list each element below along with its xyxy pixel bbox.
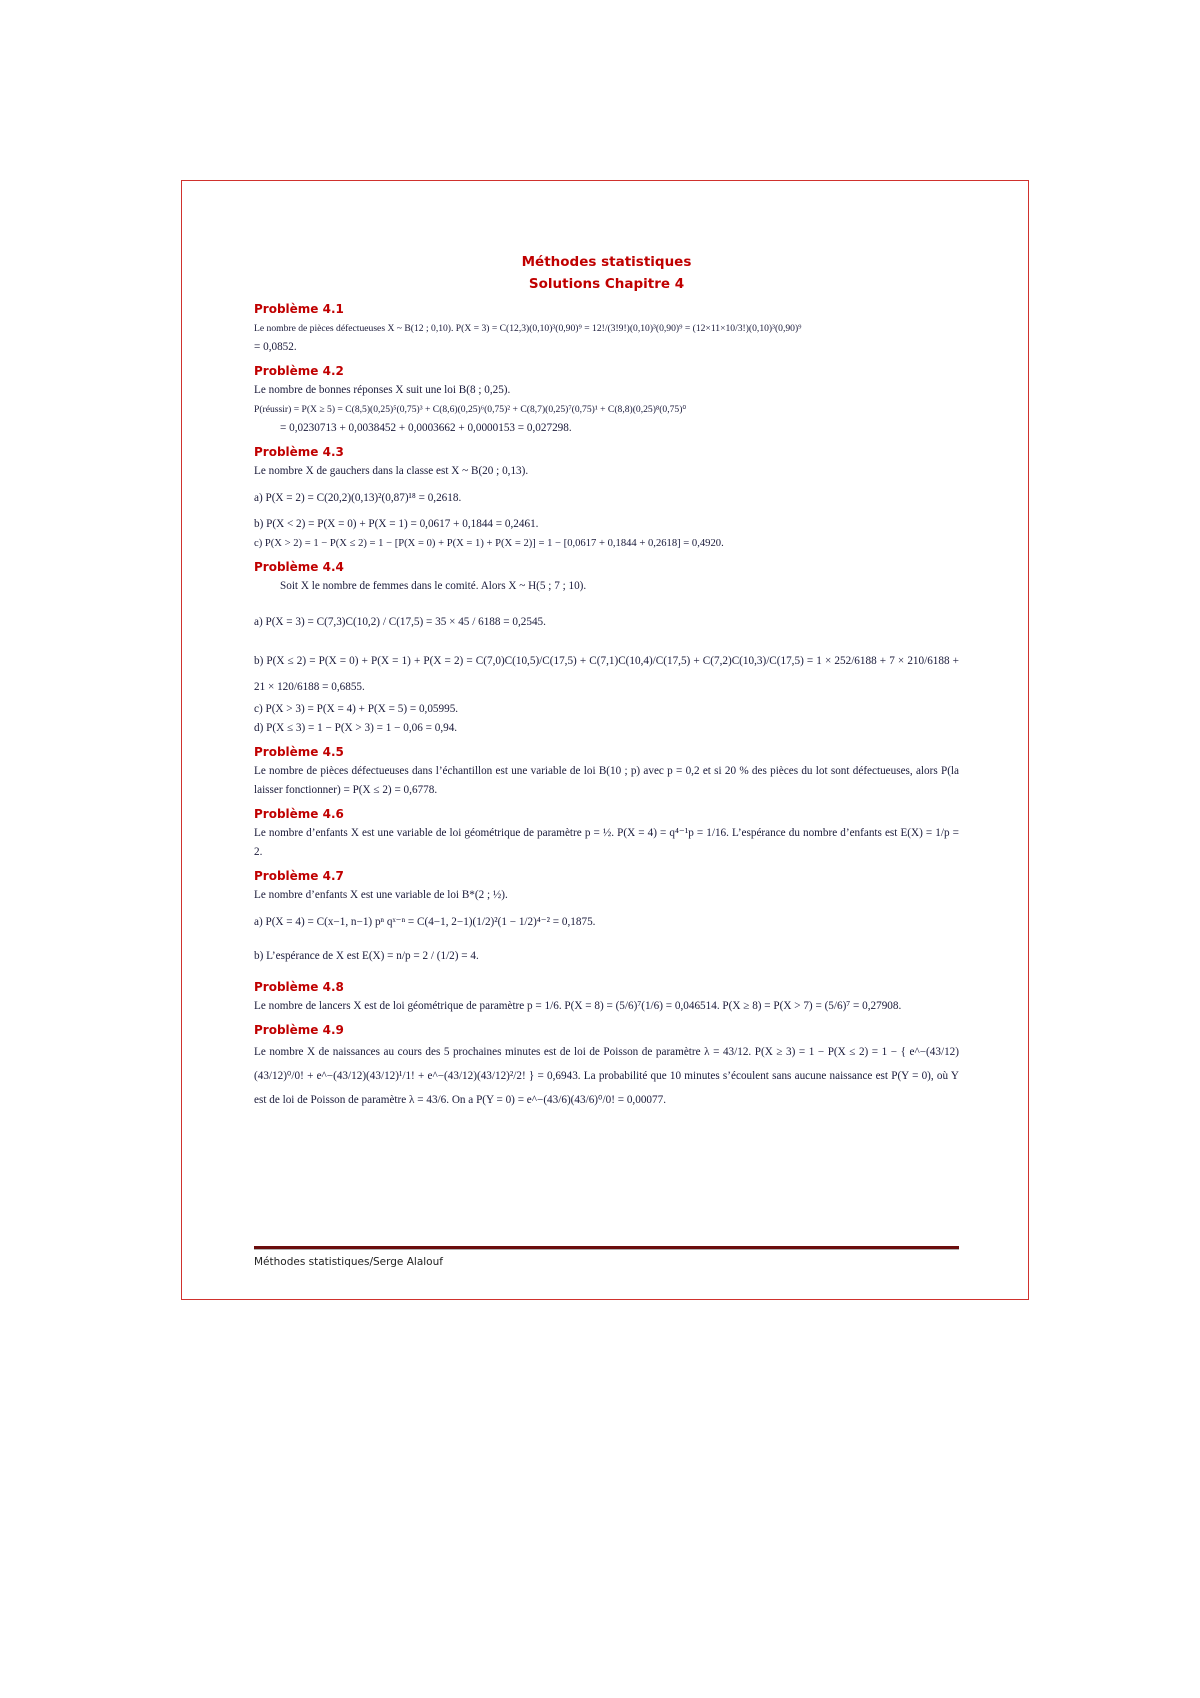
solution-line: d) P(X ≤ 3) = 1 − P(X > 3) = 1 − 0,06 = 0,94. <box>254 722 458 734</box>
solution-line: Soit X le nombre de femmes dans le comité. Alors X ~ H(5 ; 7 ; 10). <box>280 580 587 592</box>
solution-paragraph: Le nombre X de naissances au cours des 5 prochaines minutes est de loi de Poisson de paramètre λ = 43/12. P(X ≥ 3) = 1 − P(X ≤ 2) = 1 − { e^−(43/12)(43/12)⁰/0! + e^−(43/12)(43/12)¹/1! + e^−(43/12)(43/12)²/2! } = 0,6943. La probabilité que 10 minutes s’écoulent sans aucune naissance est P(Y = 0), où Y est de loi de Poisson de paramètre λ = 43/6. On a P(Y = 0) = e^−(43/6)(43/6)⁰/0! = 0,00077. <box>254 1046 959 1106</box>
solution-paragraph: Le nombre d’enfants X est une variable de loi géométrique de paramètre p = ½. P(X = 4) = q⁴⁻¹p = 1/16. L’espérance du nombre d’enfants est E(X) = 1/p = 2. <box>254 827 959 858</box>
solution-line: Le nombre de pièces défectueuses X ~ B(12 ; 0,10). P(X = 3) = C(12,3)(0,10)³(0,90)⁹ = 12!/(3!9!)(0,10)³(0,90)⁹ = (12×11×10/3!)(0,10)³(0,90)⁹ <box>254 323 802 334</box>
problem-heading: Problème 4.7 <box>254 869 344 883</box>
solution-line: a) P(X = 2) = C(20,2)(0,13)²(0,87)¹⁸ = 0,2618. <box>254 492 462 504</box>
page-subtitle: Solutions Chapitre 4 <box>528 276 685 292</box>
solution-line: Le nombre X de gauchers dans la classe est X ~ B(20 ; 0,13). <box>254 465 529 477</box>
title-block <box>254 251 959 295</box>
solution-line: c) P(X > 3) = P(X = 4) + P(X = 5) = 0,05995. <box>254 703 459 715</box>
solution-paragraph: Le nombre de pièces défectueuses dans l’échantillon est une variable de loi B(10 ; p) avec p = 0,2 et si 20 % des pièces du lot sont défectueuses, alors P(la laisser fonctionner) = P(X ≤ 2) = 0,6778. <box>254 765 959 796</box>
solution-line: Le nombre d’enfants X est une variable de loi B*(2 ; ½). <box>254 889 508 901</box>
solution-line: Le nombre de bonnes réponses X suit une loi B(8 ; 0,25). <box>254 384 511 396</box>
problem-heading: Problème 4.3 <box>254 445 344 459</box>
solution-paragraph: Le nombre de lancers X est de loi géométrique de paramètre p = 1/6. P(X = 8) = (5/6)⁷(1/6) = 0,046514. P(X ≥ 8) = P(X > 7) = (5/6)⁷ = 0,27908. <box>254 1000 902 1012</box>
solution-line: a) P(X = 4) = C(x−1, n−1) pⁿ qˣ⁻ⁿ = C(4−1, 2−1)(1/2)²(1 − 1/2)⁴⁻² = 0,1875. <box>254 916 596 928</box>
solution-line: a) P(X = 3) = C(7,3)C(10,2) / C(17,5) = 35 × 45 / 6188 = 0,2545. <box>254 616 546 628</box>
solution-line: b) P(X < 2) = P(X = 0) + P(X = 1) = 0,0617 + 0,1844 = 0,2461. <box>254 518 539 530</box>
problem-heading: Problème 4.6 <box>254 807 344 821</box>
problem-heading: Problème 4.5 <box>254 745 344 759</box>
solution-line: = 0,0230713 + 0,0038452 + 0,0003662 + 0,0000153 = 0,027298. <box>280 422 572 434</box>
problem-heading: Problème 4.9 <box>254 1023 344 1037</box>
problem-heading: Problème 4.2 <box>254 364 344 378</box>
solution-line: c) P(X > 2) = 1 − P(X ≤ 2) = 1 − [P(X = 0) + P(X = 1) + P(X = 2)] = 1 − [0,0617 + 0,1844 + 0,2618] = 0,4920. <box>254 538 724 549</box>
problem-heading: Problème 4.4 <box>254 560 344 574</box>
problem-heading: Problème 4.1 <box>254 302 344 316</box>
page-frame <box>181 180 1029 1300</box>
footer-divider <box>254 1246 959 1250</box>
solution-line: b) P(X ≤ 2) = P(X = 0) + P(X = 1) + P(X = 2) = C(7,0)C(10,5)/C(17,5) + C(7,1)C(10,4)/C(17,5) + C(7,2)C(10,3)/C(17,5) = 1 × 252/6188 + 7 × 210/6188 + 21 × 120/6188 = 0,6855. <box>254 655 959 693</box>
solution-line: = 0,0852. <box>254 341 297 353</box>
problem-heading: Problème 4.8 <box>254 980 344 994</box>
solution-line: P(réussir) = P(X ≥ 5) = C(8,5)(0,25)⁵(0,75)³ + C(8,6)(0,25)⁶(0,75)² + C(8,7)(0,25)⁷(0,75)¹ + C(8,8)(0,25)⁸(0,75)⁰ <box>254 404 687 415</box>
page-content <box>254 251 959 1112</box>
solution-line: b) L’espérance de X est E(X) = n/p = 2 / (1/2) = 4. <box>254 950 479 962</box>
footer-text: Méthodes statistiques/Serge Alalouf <box>254 1256 443 1268</box>
page-title: Méthodes statistiques <box>521 254 692 270</box>
